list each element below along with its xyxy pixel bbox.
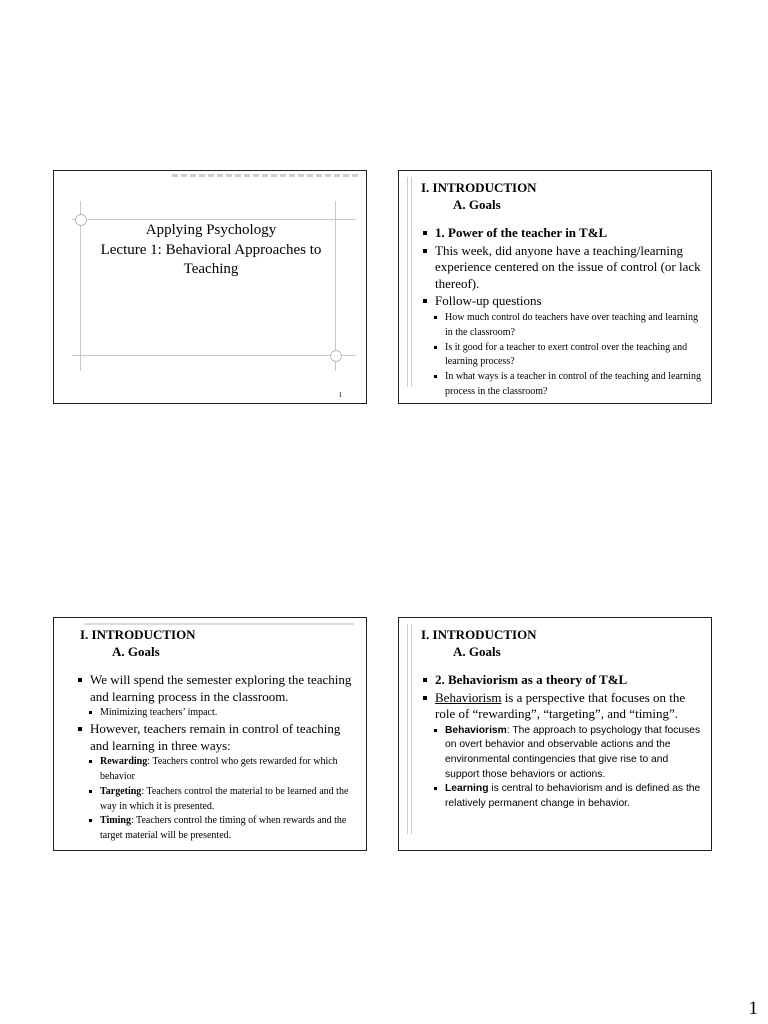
bullet: However, teachers remain in control of teaching and learning in three ways: [76,721,360,754]
decorative-dashed-line [172,174,358,180]
slide-teacher-control [53,617,367,851]
subheading: A. Goals [112,644,160,659]
slide-behaviorism [398,617,712,851]
slide-heading [80,626,196,660]
sub-bullet: How much control do teachers have over teaching and learning in the classroom? [421,311,705,341]
subheading: A. Goals [453,197,501,212]
subheading: A. Goals [453,644,501,659]
sub-bullet: In what ways is a teacher in control of the teaching and learning process in the classroom? [421,370,705,400]
term: Rewarding [100,756,148,768]
decorative-circle [330,350,342,362]
title-line: Teaching [183,261,239,277]
sub-bullet [421,724,705,782]
slide-title-text [74,221,348,280]
definition: : The approach to psychology that focuses on overt behavior and observable actions and the environmental contingencies that give rise to and support those behaviors or actions. [445,724,701,780]
heading: I. INTRODUCTION [421,627,537,642]
definition: is a perspective that focuses on the role of “rewarding”, “targeting”, and “timing”. [435,689,686,722]
slide-number: 1 [338,391,342,399]
slide-body [76,672,360,844]
slide-power-of-teacher [398,170,712,404]
sub-bullet [76,814,360,844]
slide-body [421,225,705,400]
term: Behaviorism [445,724,507,736]
heading: I. INTRODUCTION [80,627,196,642]
definition: : Teachers control the material to be learned and the way in which it is presented. [100,785,349,812]
bullet: Follow-up questions [421,293,705,310]
bullet: 2. Behaviorism as a theory of T&L [421,672,705,689]
bullet: This week, did anyone have a teaching/learning experience centered on the issue of control (or lack thereof). [421,243,705,293]
decorative-side-bar [407,177,412,387]
definition: : Teachers control who gets rewarded for which behavior [100,756,338,782]
decorative-line [72,219,356,220]
slide-body [421,672,705,811]
sub-bullet [76,785,360,815]
sub-bullet [421,782,705,811]
decorative-side-bar [407,624,412,834]
slide-heading [421,179,537,213]
definition: : Teachers control the timing of when rewards and the target material will be presented. [100,815,347,842]
slide-heading [421,626,537,660]
page-number: 1 [748,998,758,1019]
sub-bullet: Minimizing teachers’ impact. [76,706,360,721]
sub-bullet: Is it good for a teacher to exert control over the teaching and learning process? [421,341,705,371]
title-line: Applying Psychology [145,222,277,238]
term: Behaviorism [435,689,502,705]
bullet [421,690,705,723]
bullet: We will spend the semester exploring the teaching and learning process in the classroom. [76,672,360,705]
sub-bullet [76,755,360,785]
term: Timing [100,815,131,827]
decorative-line [72,355,356,356]
bullet: 1. Power of the teacher in T&L [421,225,705,242]
definition: is central to behaviorism and is defined as the relatively permanent change in behavior. [445,783,701,809]
term: Learning [445,783,489,795]
heading: I. INTRODUCTION [421,180,537,195]
term: Targeting [100,785,142,797]
title-line: Lecture 1: Behavioral Approaches to [100,241,322,258]
slide-title [53,170,367,404]
decorative-top-line [84,623,354,625]
